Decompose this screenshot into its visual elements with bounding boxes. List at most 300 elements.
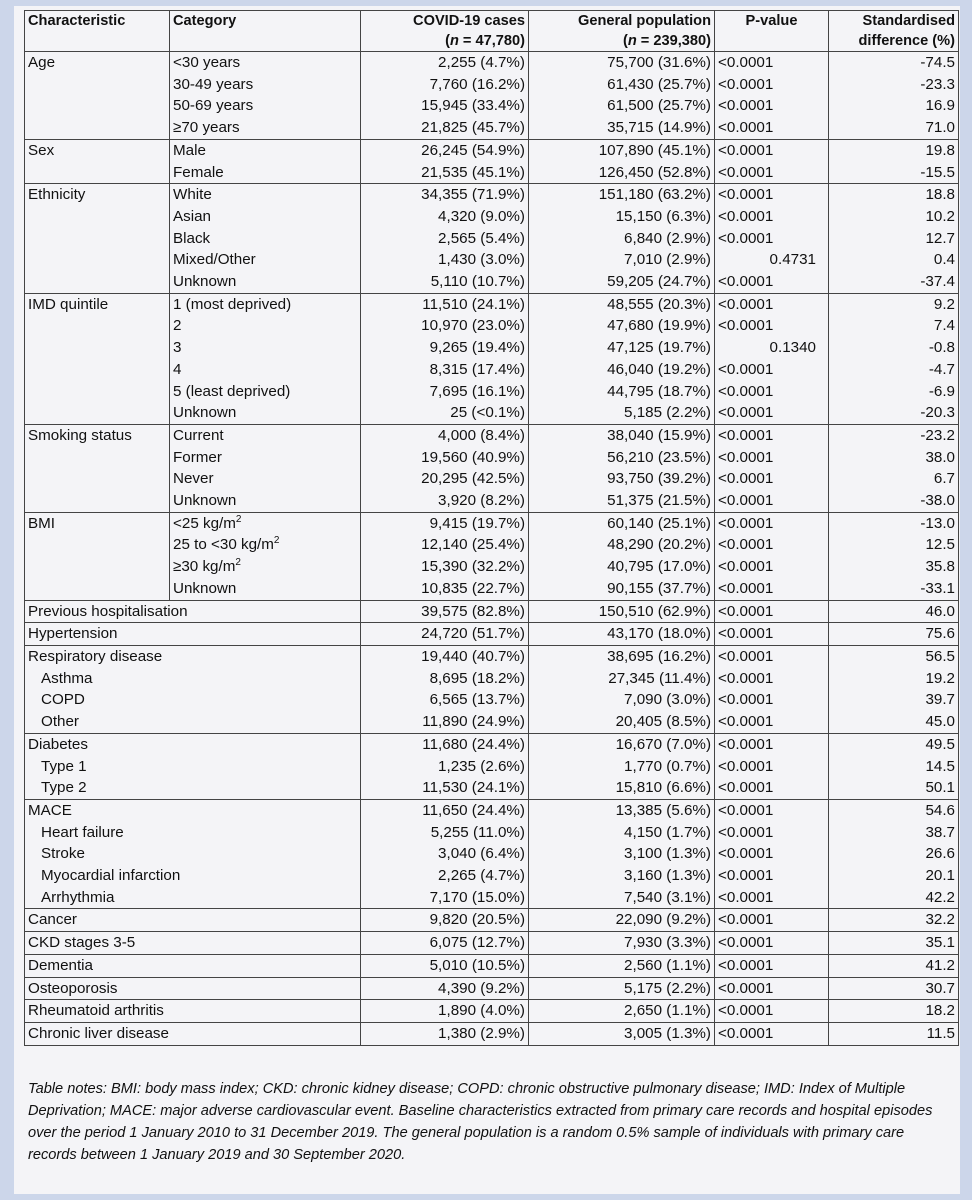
pvalue-cell: <0.0001 (715, 932, 829, 955)
standardised-difference-cell: 35.1 (829, 932, 959, 955)
pvalue-cell: <0.0001 (715, 887, 829, 909)
table-row (25, 381, 959, 403)
row-label: Heart failure (25, 822, 361, 844)
category-label: Unknown (173, 273, 237, 291)
general-population-cell: 3,100 (1.3%) (529, 843, 715, 865)
general-population-cell: 51,375 (21.5%) (529, 490, 715, 512)
covid-cases-cell: 3,040 (6.4%) (361, 843, 529, 865)
table-row (25, 777, 959, 799)
row-label: Arrhythmia (25, 887, 361, 909)
covid-cases-cell: 19,560 (40.9%) (361, 447, 529, 469)
characteristic-cell (25, 447, 170, 469)
pvalue-cell: <0.0001 (715, 711, 829, 733)
general-population-cell: 46,040 (19.2%) (529, 359, 715, 381)
characteristic-cell (25, 359, 170, 381)
category-cell (170, 534, 361, 556)
covid-cases-cell: 19,440 (40.7%) (361, 645, 529, 667)
header-category: Category (170, 11, 361, 52)
pvalue-cell: <0.0001 (715, 689, 829, 711)
characteristic-cell (25, 315, 170, 337)
standardised-difference-cell: 56.5 (829, 645, 959, 667)
covid-cases-cell: 5,110 (10.7%) (361, 271, 529, 293)
table-row (25, 711, 959, 733)
general-population-cell: 7,930 (3.3%) (529, 932, 715, 955)
general-population-cell: 13,385 (5.6%) (529, 799, 715, 821)
table-row (25, 74, 959, 96)
covid-cases-cell: 4,320 (9.0%) (361, 206, 529, 228)
standardised-difference-cell: -23.2 (829, 424, 959, 446)
covid-cases-cell: 2,265 (4.7%) (361, 865, 529, 887)
table-row (25, 95, 959, 117)
characteristic-cell (25, 74, 170, 96)
standardised-difference-cell: 12.7 (829, 228, 959, 250)
table-row (25, 249, 959, 271)
row-label: Hypertension (25, 623, 361, 646)
standardised-difference-cell: 38.7 (829, 822, 959, 844)
pvalue-cell: <0.0001 (715, 777, 829, 799)
pvalue-cell: <0.0001 (715, 1000, 829, 1023)
general-population-cell: 90,155 (37.7%) (529, 578, 715, 600)
category-cell (170, 556, 361, 578)
category-cell (170, 206, 361, 228)
pvalue-cell: <0.0001 (715, 954, 829, 977)
table-row (25, 184, 959, 206)
header-characteristic: Characteristic (25, 11, 170, 52)
covid-cases-cell: 11,530 (24.1%) (361, 777, 529, 799)
pvalue-cell: <0.0001 (715, 578, 829, 600)
table-body (25, 52, 959, 1046)
category-label: 2 (173, 317, 182, 335)
covid-cases-cell: 11,680 (24.4%) (361, 733, 529, 755)
category-cell (170, 424, 361, 446)
pvalue-cell: 0.1340 (715, 337, 829, 359)
table-row (25, 534, 959, 556)
characteristic-cell: IMD quintile (25, 293, 170, 315)
covid-cases-cell: 1,235 (2.6%) (361, 756, 529, 778)
pvalue-cell: <0.0001 (715, 534, 829, 556)
covid-cases-cell: 3,920 (8.2%) (361, 490, 529, 512)
category-cell (170, 315, 361, 337)
standardised-difference-cell: -33.1 (829, 578, 959, 600)
general-population-cell: 2,650 (1.1%) (529, 1000, 715, 1023)
table-notes: Table notes: BMI: body mass index; CKD: chronic kidney disease; COPD: chronic obstructive pulmonary disease; IMD: Index of Multiple Deprivation; MACE: major adverse cardiovascular event. Baseline characteristics extracted from primary care records and hospital episodes over the period 1 January 2010 to 31 December 2019. The general population is a random 0.5% sample of individuals with primary care records between 1 January 2019 and 30 September 2020. (28, 1081, 933, 1163)
category-cell (170, 512, 361, 534)
standardised-difference-cell: -13.0 (829, 512, 959, 534)
covid-cases-cell: 39,575 (82.8%) (361, 600, 529, 623)
row-label: Chronic liver disease (25, 1022, 361, 1045)
row-label: Dementia (25, 954, 361, 977)
general-population-cell: 3,160 (1.3%) (529, 865, 715, 887)
general-population-cell: 61,500 (25.7%) (529, 95, 715, 117)
covid-cases-cell: 1,890 (4.0%) (361, 1000, 529, 1023)
pvalue-cell: <0.0001 (715, 184, 829, 206)
general-population-cell: 47,680 (19.9%) (529, 315, 715, 337)
category-superscript: 2 (235, 513, 242, 525)
characteristic-cell (25, 337, 170, 359)
pvalue-cell: <0.0001 (715, 909, 829, 932)
general-population-cell: 48,555 (20.3%) (529, 293, 715, 315)
standardised-difference-cell: 71.0 (829, 117, 959, 139)
covid-cases-cell: 34,355 (71.9%) (361, 184, 529, 206)
standardised-difference-cell: 50.1 (829, 777, 959, 799)
covid-cases-cell: 21,825 (45.7%) (361, 117, 529, 139)
covid-cases-cell: 8,695 (18.2%) (361, 668, 529, 690)
standardised-difference-cell: 20.1 (829, 865, 959, 887)
table-row (25, 468, 959, 490)
category-label: Asian (173, 207, 211, 225)
pvalue-cell: <0.0001 (715, 95, 829, 117)
category-cell (170, 447, 361, 469)
characteristic-cell (25, 468, 170, 490)
standardised-difference-cell: 38.0 (829, 447, 959, 469)
header-general-label: General population (578, 13, 711, 29)
row-label: Other (25, 711, 361, 733)
table-row (25, 228, 959, 250)
characteristic-cell (25, 534, 170, 556)
row-label: Type 1 (25, 756, 361, 778)
table-row (25, 843, 959, 865)
standardised-difference-cell: 75.6 (829, 623, 959, 646)
covid-cases-cell: 25 (<0.1%) (361, 402, 529, 424)
pvalue-cell: <0.0001 (715, 512, 829, 534)
pvalue-cell: <0.0001 (715, 1022, 829, 1045)
general-population-cell: 3,005 (1.3%) (529, 1022, 715, 1045)
general-population-cell: 107,890 (45.1%) (529, 139, 715, 161)
pvalue-cell: <0.0001 (715, 799, 829, 821)
covid-cases-cell: 11,510 (24.1%) (361, 293, 529, 315)
table-row (25, 162, 959, 184)
category-label: Male (173, 141, 206, 159)
pvalue-cell: <0.0001 (715, 74, 829, 96)
table-row (25, 556, 959, 578)
table-row (25, 932, 959, 955)
characteristic-cell (25, 271, 170, 293)
table-row (25, 271, 959, 293)
characteristic-cell (25, 402, 170, 424)
covid-cases-cell: 10,835 (22.7%) (361, 578, 529, 600)
table-row (25, 668, 959, 690)
table-row (25, 600, 959, 623)
category-cell (170, 52, 361, 74)
standardised-difference-cell: 6.7 (829, 468, 959, 490)
covid-cases-cell: 21,535 (45.1%) (361, 162, 529, 184)
standardised-difference-cell: -74.5 (829, 52, 959, 74)
table-row (25, 954, 959, 977)
table-row (25, 623, 959, 646)
pvalue-cell: <0.0001 (715, 556, 829, 578)
covid-cases-cell: 5,010 (10.5%) (361, 954, 529, 977)
pvalue-cell: <0.0001 (715, 843, 829, 865)
covid-cases-cell: 4,000 (8.4%) (361, 424, 529, 446)
category-label: White (173, 186, 212, 204)
characteristic-cell (25, 117, 170, 139)
category-label: 5 (least deprived) (173, 382, 291, 400)
table-row (25, 315, 959, 337)
standardised-difference-cell: 41.2 (829, 954, 959, 977)
characteristic-cell (25, 578, 170, 600)
characteristic-cell (25, 95, 170, 117)
general-population-cell: 27,345 (11.4%) (529, 668, 715, 690)
category-label: 25 to <30 kg/m (173, 536, 274, 554)
category-label: Former (173, 448, 222, 466)
covid-cases-cell: 4,390 (9.2%) (361, 977, 529, 1000)
pvalue-cell: <0.0001 (715, 668, 829, 690)
covid-cases-cell: 11,890 (24.9%) (361, 711, 529, 733)
table-row (25, 52, 959, 74)
pvalue-cell: <0.0001 (715, 117, 829, 139)
general-population-cell: 151,180 (63.2%) (529, 184, 715, 206)
covid-cases-cell: 5,255 (11.0%) (361, 822, 529, 844)
category-label: <30 years (173, 54, 241, 71)
general-population-cell: 47,125 (19.7%) (529, 337, 715, 359)
standardised-difference-cell: 9.2 (829, 293, 959, 315)
general-population-cell: 61,430 (25.7%) (529, 74, 715, 96)
category-label: 1 (most deprived) (173, 295, 292, 313)
general-population-cell: 7,540 (3.1%) (529, 887, 715, 909)
category-cell (170, 117, 361, 139)
general-population-cell: 59,205 (24.7%) (529, 271, 715, 293)
standardised-difference-cell: 30.7 (829, 977, 959, 1000)
general-population-cell: 16,670 (7.0%) (529, 733, 715, 755)
standardised-difference-cell: 49.5 (829, 733, 959, 755)
standardised-difference-cell: -23.3 (829, 74, 959, 96)
standardised-difference-cell: 26.6 (829, 843, 959, 865)
covid-cases-cell: 12,140 (25.4%) (361, 534, 529, 556)
category-label: Unknown (173, 579, 237, 597)
standardised-difference-cell: 35.8 (829, 556, 959, 578)
standardised-difference-cell: -0.8 (829, 337, 959, 359)
pvalue-cell: <0.0001 (715, 315, 829, 337)
header-general-population (529, 11, 715, 52)
characteristic-cell: Sex (25, 139, 170, 161)
table-row (25, 799, 959, 821)
characteristic-cell (25, 206, 170, 228)
standardised-difference-cell: 10.2 (829, 206, 959, 228)
document-panel (14, 6, 960, 1194)
category-label: 50-69 years (173, 97, 254, 115)
standardised-difference-cell: 32.2 (829, 909, 959, 932)
row-label: Rheumatoid arthritis (25, 1000, 361, 1023)
category-label: Female (173, 163, 224, 181)
category-label: Mixed/Other (173, 251, 256, 269)
pvalue-cell: 0.4731 (715, 249, 829, 271)
general-population-cell: 44,795 (18.7%) (529, 381, 715, 403)
category-cell (170, 381, 361, 403)
general-population-cell: 35,715 (14.9%) (529, 117, 715, 139)
pvalue-cell: <0.0001 (715, 623, 829, 646)
header-covid-cases (361, 11, 529, 52)
standardised-difference-cell: -20.3 (829, 402, 959, 424)
table-row (25, 206, 959, 228)
standardised-difference-cell: -37.4 (829, 271, 959, 293)
covid-cases-cell: 6,565 (13.7%) (361, 689, 529, 711)
table-row (25, 447, 959, 469)
row-label: Osteoporosis (25, 977, 361, 1000)
pvalue-cell: <0.0001 (715, 468, 829, 490)
table-row (25, 139, 959, 161)
table-row (25, 865, 959, 887)
standardised-difference-cell: 0.4 (829, 249, 959, 271)
table-row (25, 822, 959, 844)
general-population-cell: 20,405 (8.5%) (529, 711, 715, 733)
pvalue-cell: <0.0001 (715, 822, 829, 844)
category-label: Never (173, 470, 214, 488)
standardised-difference-cell: 42.2 (829, 887, 959, 909)
category-cell (170, 359, 361, 381)
general-population-cell: 48,290 (20.2%) (529, 534, 715, 556)
general-population-cell: 7,090 (3.0%) (529, 689, 715, 711)
category-cell (170, 468, 361, 490)
pvalue-cell: <0.0001 (715, 381, 829, 403)
standardised-difference-cell: 18.2 (829, 1000, 959, 1023)
characteristic-cell: BMI (25, 512, 170, 534)
header-general-n: (n = 239,380) (622, 33, 711, 49)
category-label: ≥70 years (173, 119, 240, 137)
table-row (25, 1022, 959, 1045)
standardised-difference-cell: 16.9 (829, 95, 959, 117)
row-label: CKD stages 3-5 (25, 932, 361, 955)
general-population-cell: 22,090 (9.2%) (529, 909, 715, 932)
pvalue-cell: <0.0001 (715, 645, 829, 667)
general-population-cell: 56,210 (23.5%) (529, 447, 715, 469)
general-population-cell: 60,140 (25.1%) (529, 512, 715, 534)
general-population-cell: 1,770 (0.7%) (529, 756, 715, 778)
table-row (25, 689, 959, 711)
covid-cases-cell: 26,245 (54.9%) (361, 139, 529, 161)
table-row (25, 402, 959, 424)
pvalue-cell: <0.0001 (715, 424, 829, 446)
standardised-difference-cell: 7.4 (829, 315, 959, 337)
header-covid-label: COVID-19 cases (413, 13, 525, 29)
pvalue-cell: <0.0001 (715, 865, 829, 887)
category-superscript: 2 (273, 535, 280, 547)
general-population-cell: 5,185 (2.2%) (529, 402, 715, 424)
characteristic-cell: Smoking status (25, 424, 170, 446)
pvalue-cell: <0.0001 (715, 293, 829, 315)
category-cell (170, 490, 361, 512)
standardised-difference-cell: -4.7 (829, 359, 959, 381)
standardised-difference-cell: 18.8 (829, 184, 959, 206)
standardised-difference-cell: 45.0 (829, 711, 959, 733)
covid-cases-cell: 6,075 (12.7%) (361, 932, 529, 955)
characteristic-cell (25, 556, 170, 578)
category-label: 30-49 years (173, 75, 254, 93)
standardised-difference-cell: 19.2 (829, 668, 959, 690)
row-label: MACE (25, 799, 361, 821)
row-label: Type 2 (25, 777, 361, 799)
covid-cases-cell: 9,820 (20.5%) (361, 909, 529, 932)
table-row (25, 293, 959, 315)
standardised-difference-cell: 39.7 (829, 689, 959, 711)
pvalue-cell: <0.0001 (715, 359, 829, 381)
standardised-difference-cell: 14.5 (829, 756, 959, 778)
general-population-cell: 150,510 (62.9%) (529, 600, 715, 623)
pvalue-cell: <0.0001 (715, 162, 829, 184)
general-population-cell: 7,010 (2.9%) (529, 249, 715, 271)
table-row (25, 359, 959, 381)
general-population-cell: 43,170 (18.0%) (529, 623, 715, 646)
row-label: Respiratory disease (25, 645, 361, 667)
characteristic-cell: Age (25, 52, 170, 74)
pvalue-cell: <0.0001 (715, 228, 829, 250)
characteristic-cell (25, 381, 170, 403)
table-row (25, 756, 959, 778)
standardised-difference-cell: 19.8 (829, 139, 959, 161)
category-label: Unknown (173, 492, 237, 510)
table-row (25, 578, 959, 600)
table-row (25, 424, 959, 446)
row-label: Stroke (25, 843, 361, 865)
characteristic-cell (25, 228, 170, 250)
category-cell (170, 578, 361, 600)
table-row (25, 977, 959, 1000)
header-std-line1: Standardised (862, 13, 955, 29)
general-population-cell: 38,695 (16.2%) (529, 645, 715, 667)
covid-cases-cell: 2,255 (4.7%) (361, 52, 529, 74)
pvalue-cell: <0.0001 (715, 402, 829, 424)
category-label: 3 (173, 339, 182, 357)
characteristic-cell (25, 162, 170, 184)
covid-cases-cell: 20,295 (42.5%) (361, 468, 529, 490)
table-row (25, 117, 959, 139)
covid-cases-cell: 24,720 (51.7%) (361, 623, 529, 646)
covid-cases-cell: 1,380 (2.9%) (361, 1022, 529, 1045)
characteristic-cell (25, 490, 170, 512)
pvalue-cell: <0.0001 (715, 490, 829, 512)
covid-cases-cell: 8,315 (17.4%) (361, 359, 529, 381)
pvalue-cell: <0.0001 (715, 139, 829, 161)
category-label: 4 (173, 360, 182, 378)
table-row (25, 887, 959, 909)
header-covid-n: (n = 47,780) (445, 33, 525, 49)
row-label: Previous hospitalisation (25, 600, 361, 623)
row-label: Asthma (25, 668, 361, 690)
general-population-cell: 6,840 (2.9%) (529, 228, 715, 250)
table-row (25, 645, 959, 667)
row-label: Diabetes (25, 733, 361, 755)
category-cell (170, 74, 361, 96)
category-cell (170, 249, 361, 271)
standardised-difference-cell: 46.0 (829, 600, 959, 623)
category-cell (170, 184, 361, 206)
category-label: Current (173, 426, 224, 444)
pvalue-cell: <0.0001 (715, 600, 829, 623)
row-label: Myocardial infarction (25, 865, 361, 887)
characteristic-cell (25, 249, 170, 271)
general-population-cell: 15,150 (6.3%) (529, 206, 715, 228)
general-population-cell: 126,450 (52.8%) (529, 162, 715, 184)
standardised-difference-cell: -15.5 (829, 162, 959, 184)
standardised-difference-cell: 11.5 (829, 1022, 959, 1045)
general-population-cell: 38,040 (15.9%) (529, 424, 715, 446)
characteristic-cell: Ethnicity (25, 184, 170, 206)
pvalue-cell: <0.0001 (715, 733, 829, 755)
covid-cases-cell: 7,760 (16.2%) (361, 74, 529, 96)
pvalue-cell: <0.0001 (715, 52, 829, 74)
covid-cases-cell: 7,170 (15.0%) (361, 887, 529, 909)
category-cell (170, 162, 361, 184)
pvalue-cell: <0.0001 (715, 447, 829, 469)
covid-cases-cell: 11,650 (24.4%) (361, 799, 529, 821)
category-cell (170, 139, 361, 161)
table-row (25, 512, 959, 534)
pvalue-cell: <0.0001 (715, 271, 829, 293)
category-label: <25 kg/m (173, 514, 236, 532)
table-row (25, 733, 959, 755)
header-standardised-difference (829, 11, 959, 52)
baseline-characteristics-table (24, 10, 959, 1046)
table-row (25, 490, 959, 512)
